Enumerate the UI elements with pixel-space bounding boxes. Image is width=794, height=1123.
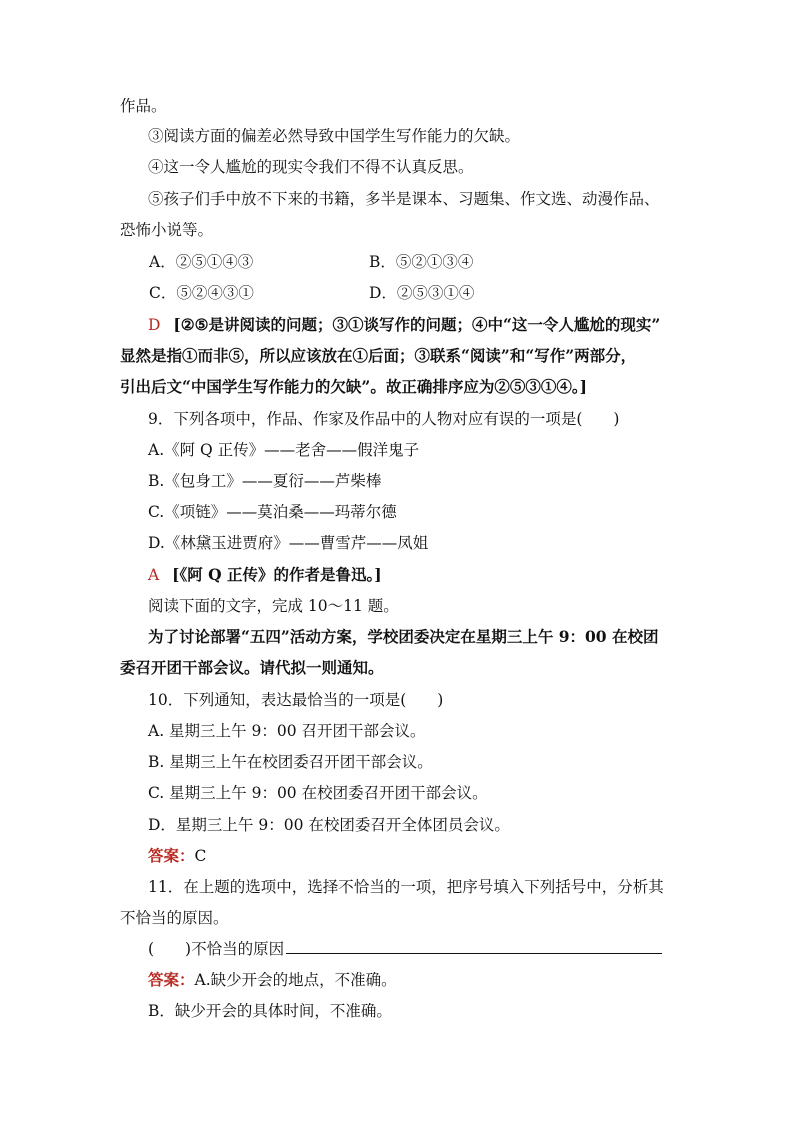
- q9-option-b: B.《包身工》——夏衍——芦柴棒: [148, 472, 382, 490]
- text-line: 作品。: [120, 97, 167, 115]
- answer-label: 答案：: [148, 846, 195, 865]
- text-line: ③阅读方面的偏差必然导致中国学生写作能力的欠缺。: [148, 127, 521, 145]
- answer-letter: D: [148, 316, 161, 334]
- q10-option-a: A. 星期三上午 9：00 召开团干部会议。: [148, 722, 426, 740]
- q9-option-a: A.《阿 Q 正传》——老舍——假洋鬼子: [148, 441, 420, 459]
- q10-stem: 10．下列通知，表达最恰当的一项是( ): [148, 691, 444, 709]
- text-line: ④这一令人尴尬的现实令我们不得不认真反思。: [148, 158, 474, 176]
- q10-option-d: D．星期三上午 9：00 在校团委召开全体团员会议。: [148, 816, 510, 834]
- q9-answer: [148, 565, 382, 585]
- q8-option-d: D．②⑤③①④: [369, 284, 475, 302]
- q8-answer: [148, 315, 660, 335]
- passage-text: 为了讨论部署“五四”活动方案，学校团委决定在星期三上午 9：00 在校团: [148, 627, 659, 646]
- answer-value: A.缺少开会的地点，不准确。: [194, 971, 397, 989]
- q10-answer: [148, 846, 206, 866]
- answer-blank: [286, 939, 662, 954]
- q8-option-a: A．②⑤①④③: [149, 253, 254, 271]
- explanation: [《阿 Q 正传》的作者是鲁迅。]: [172, 565, 382, 584]
- q9-option-d: D.《林黛玉进贾府》——曹雪芹——凤姐: [148, 534, 429, 552]
- q8-option-b: B．⑤②①③④: [369, 253, 474, 271]
- q11-stem: 11．在上题的选项中，选择不恰当的一项，把序号填入下列括号中，分析其: [148, 878, 664, 896]
- answer-letter: A: [148, 566, 160, 584]
- text-line: 恐怖小说等。: [120, 221, 214, 239]
- q9-stem: 9．下列各项中，作品、作家及作品中的人物对应有误的一项是( ): [148, 410, 620, 428]
- blank-prefix: ( )不恰当的原因: [148, 940, 285, 958]
- explanation-line: 引出后文“中国学生写作能力的欠缺”。故正确排序应为②⑤③①④。]: [120, 377, 587, 396]
- passage-intro: 阅读下面的文字，完成 10～11 题。: [148, 597, 399, 615]
- q10-option-b: B. 星期三上午在校团委召开团干部会议。: [148, 753, 433, 771]
- q11-blank-line: [148, 939, 662, 959]
- text-line: ⑤孩子们手中放不下来的书籍，多半是课本、习题集、作文选、动漫作品、: [148, 190, 660, 208]
- q10-option-c: C. 星期三上午 9：00 在校团委召开团干部会议。: [148, 784, 488, 802]
- q9-option-c: C.《项链》——莫泊桑——玛蒂尔德: [148, 503, 397, 521]
- passage-text: 委召开团干部会议。请代拟一则通知。: [120, 658, 384, 677]
- q11-answer-b: B．缺少开会的具体时间，不准确。: [148, 1002, 392, 1020]
- answer-label: 答案：: [148, 970, 195, 989]
- q11-stem: 不恰当的原因。: [120, 909, 229, 927]
- q8-option-c: C．⑤②④③①: [149, 284, 254, 302]
- explanation: [②⑤是讲阅读的问题；③①谈写作的问题；④中“这一令人尴尬的现实”: [173, 315, 661, 334]
- answer-value: C: [194, 847, 207, 865]
- explanation-line: 显然是指①而非⑤，所以应该放在①后面；③联系“阅读”和“写作”两部分，: [120, 346, 637, 365]
- q11-answer: [148, 970, 397, 990]
